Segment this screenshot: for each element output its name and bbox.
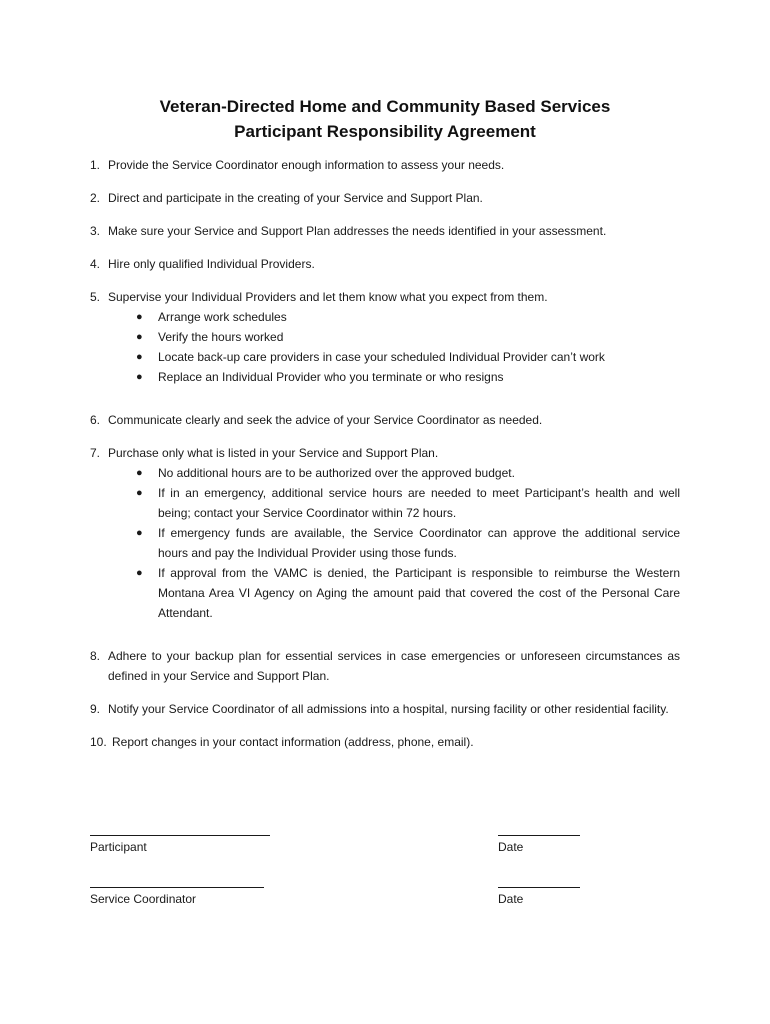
item-text: Notify your Service Coordinator of all admissions into a hospital, nursing facility or other residential facility. bbox=[108, 702, 669, 716]
item-number: 6. bbox=[90, 413, 101, 427]
item-text: Communicate clearly and seek the advice of your Service Coordinator as needed. bbox=[108, 413, 543, 427]
item-text: Direct and participate in the creating of your Service and Support Plan. bbox=[108, 191, 483, 205]
sub-list-item bbox=[136, 483, 680, 523]
item-text: Supervise your Individual Providers and let them know what you expect from them. bbox=[108, 290, 548, 304]
bullet-icon: ● bbox=[136, 527, 143, 539]
sub-item-text: Verify the hours worked bbox=[158, 330, 284, 344]
participant-label: Participant bbox=[90, 840, 147, 854]
list-item-7 bbox=[90, 443, 680, 623]
sub-item-text: Locate back-up care providers in case your scheduled Individual Provider can’t work bbox=[158, 350, 605, 364]
list-item-4 bbox=[90, 254, 680, 274]
bullet-icon: ● bbox=[136, 331, 143, 343]
bullet-icon: ● bbox=[136, 371, 143, 383]
item-number: 10. bbox=[90, 735, 107, 749]
list-item-8 bbox=[90, 646, 680, 686]
item-number: 3. bbox=[90, 224, 101, 238]
sub-item-text: No additional hours are to be authorized over the approved budget. bbox=[158, 466, 515, 480]
sub-item-text: Replace an Individual Provider who you terminate or who resigns bbox=[158, 370, 504, 384]
coordinator-label: Service Coordinator bbox=[90, 892, 197, 906]
bullet-icon: ● bbox=[136, 567, 143, 579]
list-item-10 bbox=[90, 732, 680, 752]
bullet-icon: ● bbox=[136, 487, 143, 499]
list-item-9 bbox=[90, 699, 680, 719]
coordinator-date-label: Date bbox=[498, 892, 524, 906]
item-text: Report changes in your contact information (address, phone, email). bbox=[112, 735, 474, 749]
participant-signature-line[interactable] bbox=[90, 822, 270, 836]
sub-list-item bbox=[136, 523, 680, 563]
sub-list-item bbox=[136, 563, 680, 623]
participant-signature-block bbox=[90, 822, 270, 857]
title-line-2: Participant Responsibility Agreement bbox=[234, 122, 536, 141]
coordinator-date-line[interactable] bbox=[498, 874, 580, 888]
item-text: Make sure your Service and Support Plan addresses the needs identified in your assessment. bbox=[108, 224, 607, 238]
item-number: 9. bbox=[90, 702, 101, 716]
sub-list-item bbox=[136, 367, 680, 387]
item-number: 2. bbox=[90, 191, 101, 205]
sub-list-item bbox=[136, 347, 680, 367]
sub-list-item bbox=[136, 463, 680, 483]
item-number: 5. bbox=[90, 290, 101, 304]
item-text: Adhere to your backup plan for essential services in case emergencies or unforeseen circumstances as defined in your Service and Support Plan. bbox=[108, 649, 680, 683]
participant-date-line[interactable] bbox=[498, 822, 580, 836]
sub-list-item bbox=[136, 327, 680, 347]
responsibility-list bbox=[90, 155, 680, 765]
sub-item-text: If emergency funds are available, the Service Coordinator can approve the additional service hours and pay the Individual Provider using those funds. bbox=[158, 526, 680, 560]
coordinator-signature-block bbox=[90, 874, 264, 909]
list-item-6 bbox=[90, 410, 680, 430]
coordinator-date-block bbox=[498, 874, 580, 909]
participant-date-block bbox=[498, 822, 580, 857]
item-text: Provide the Service Coordinator enough information to assess your needs. bbox=[108, 158, 505, 172]
bullet-icon: ● bbox=[136, 311, 143, 323]
item-text: Purchase only what is listed in your Service and Support Plan. bbox=[108, 446, 439, 460]
sub-item-text: Arrange work schedules bbox=[158, 310, 287, 324]
sub-item-text: If approval from the VAMC is denied, the Participant is responsible to reimburse the Western Montana Area VI Agency on Aging the amount paid that covered the cost of the Personal Care Attendant. bbox=[158, 566, 680, 620]
item-number: 7. bbox=[90, 446, 101, 460]
item-text: Hire only qualified Individual Providers. bbox=[108, 257, 315, 271]
list-item-2 bbox=[90, 188, 680, 208]
document-title bbox=[0, 94, 770, 144]
participant-date-label: Date bbox=[498, 840, 524, 854]
sub-list-item bbox=[136, 307, 680, 327]
bullet-icon: ● bbox=[136, 351, 143, 363]
sub-list bbox=[108, 463, 680, 623]
sub-list bbox=[108, 307, 680, 387]
item-number: 8. bbox=[90, 649, 101, 663]
sub-item-text: If in an emergency, additional service hours are needed to meet Participant’s health and well being; contact your Service Coordinator within 72 hours. bbox=[158, 486, 680, 520]
list-item-1 bbox=[90, 155, 680, 175]
list-item-3 bbox=[90, 221, 680, 241]
item-number: 4. bbox=[90, 257, 101, 271]
bullet-icon: ● bbox=[136, 467, 143, 479]
title-line-1: Veteran-Directed Home and Community Based Services bbox=[159, 97, 611, 116]
coordinator-signature-line[interactable] bbox=[90, 874, 264, 888]
item-number: 1. bbox=[90, 158, 101, 172]
list-item-5 bbox=[90, 287, 680, 387]
